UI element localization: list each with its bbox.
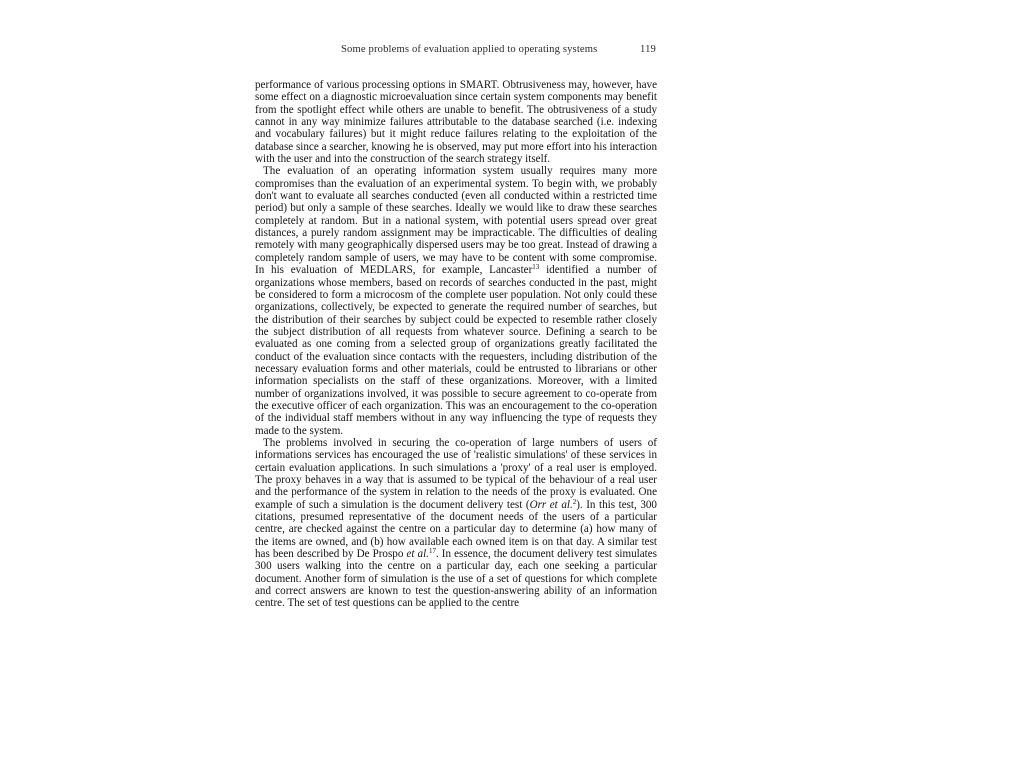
paragraph-2-text: The evaluation of an operating information system usually requires many more compromises than the evaluation of an experimental system. To begin with, we probably don't want to evaluate all searches conducted (even all conducted within a restricted time period) but only a sample of these searches. Ideally we would like to draw these searches completely at random. But in a national system, with potential users spread over great distances, a purely random assignment may be impracticable. The difficulties of dealing remotely with many geographically dispersed users may be too great. Instead of drawing a completely random sample of users, we may have to be content with some compromise. In his evaluation of MEDLARS, for example, (255, 165, 657, 277)
body-text (255, 79, 657, 610)
paragraph-3 (255, 437, 657, 610)
citation-orr-ref: 2 (572, 497, 577, 506)
paragraph-2 (255, 165, 657, 437)
citation-deprospo: et al. (406, 548, 429, 561)
citation-lancaster-ref: 13 (532, 263, 540, 272)
paragraph-3-continued: ). In this test, 300 citations, presumed representative of the document needs of the users of a particular centre, are checked against the centre on a particular day to determine (a) how many of the items are owned, and (b) how available each owned item is on that day. A similar test has been described by De Prospo (255, 498, 657, 561)
paragraph-3-text: The problems involved in securing the co-operation of large numbers of users of informations services has encouraged the use of 'realistic simulations' of these services in certain evaluation applications. In such simulations a 'proxy' of a real user is employed. The proxy behaves in a way that is assumed to be typical of the behaviour of a real user and the performance of the system in relation to the needs of the proxy is evaluated. One example of such a simulation is the document delivery test ( (255, 436, 657, 511)
paragraph-3-end: . In essence, the document delivery test simulates 300 users walking into the centre on a particular day, each one seeking a particular document. Another form of simulation is the use of a set of questions for which complete and correct answers are known to test the question-answering ability of an information centre. The set of test questions can be applied to the centre (255, 548, 657, 610)
citation-deprospo-ref: 17 (428, 547, 436, 556)
running-head (255, 44, 657, 60)
citation-lancaster: Lancaster (489, 264, 533, 277)
paragraph-2-continued: identified a number of organizations whose members, based on records of searches conducted in the past, might be considered to form a microcosm of the complete user population. Not only could these organizations, collectively, be expected to generate the required number of searches, but the distribution of their searches by subject could be expected to resemble rather closely the subject distribution of all requests from whatever source. Defining a search to be evaluated as one coming from a selected group of organizations greatly facilitated the conduct of the evaluation since contacts with the requesters, including distribution of the necessary evaluation forms and other materials, could be entrusted to librarians or other information specialists on the staff of these organizations. Moreover, with a limited number of organizations involved, it was possible to secure agreement to co-operate from the executive officer of each organization. This was an encouragement to the co-operation of the individual staff members without in any way influencing the type of requests they made to the system. (255, 264, 657, 437)
paragraph-1: performance of various processing options in SMART. Obtrusiveness may, however, have some effect on a diagnostic microevaluation since certain system components may benefit from the spotlight effect while others are unable to benefit. The obtrusiveness of a study cannot in any way minimize failures attributable to the database searched (i.e. indexing and vocabulary failures) but it might reduce failures relating to the exploitation of the database since a searcher, knowing he is observed, may put more effort into his interaction with the user and into the construction of the search strategy itself. (255, 79, 657, 166)
running-head-title: Some problems of evaluation applied to operating systems (341, 44, 598, 55)
citation-orr: Orr et al. (529, 498, 573, 511)
page-number: 119 (640, 44, 656, 55)
document-page (255, 40, 657, 730)
